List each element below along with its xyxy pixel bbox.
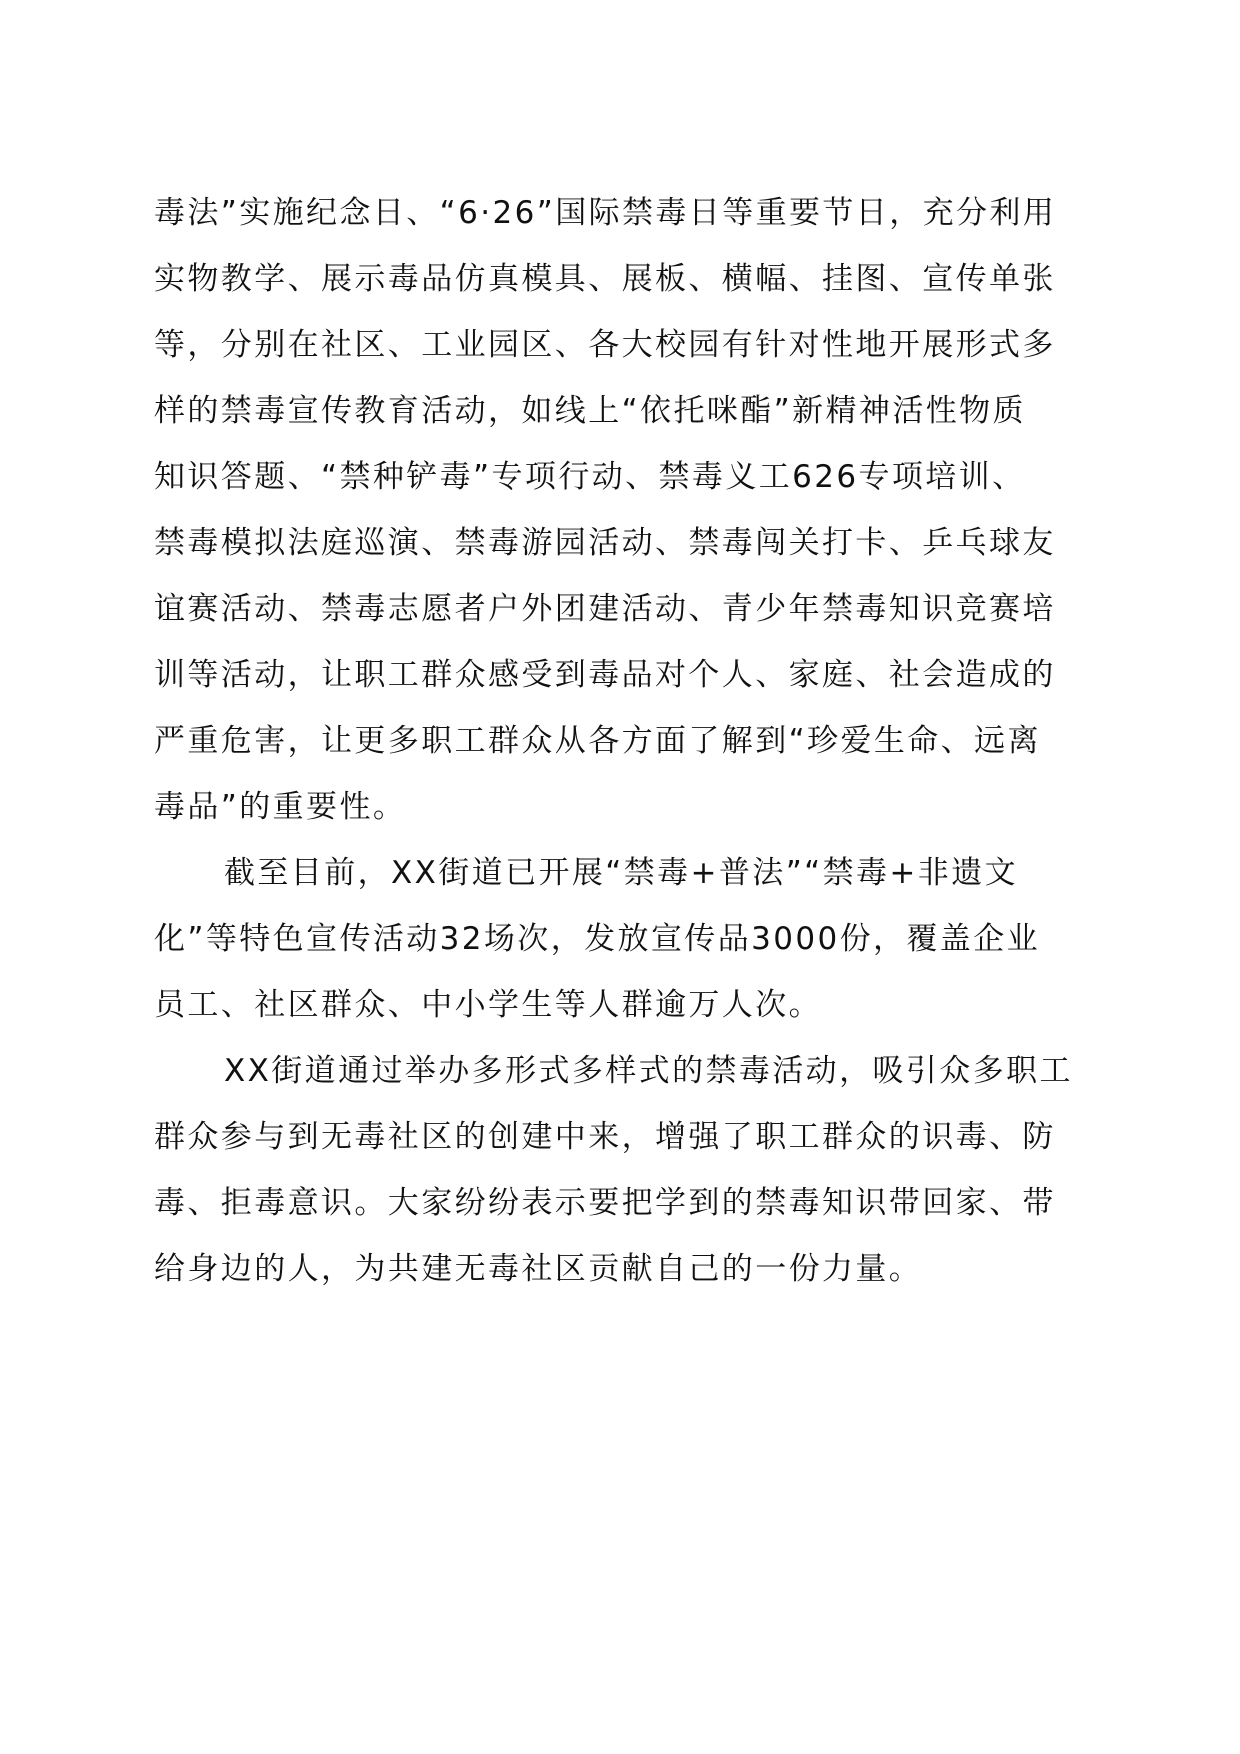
paragraph-2-line-1: 截至目前，XX街道已开展“禁毒+普法”“禁毒+非遗文 bbox=[224, 855, 1019, 891]
paragraph-1-line-6: 禁毒模拟法庭巡演、禁毒游园活动、禁毒闯关打卡、乒乓球友 bbox=[154, 525, 1056, 561]
paragraph-3-line-1: XX街道通过举办多形式多样式的禁毒活动，吸引众多职工 bbox=[224, 1053, 1073, 1089]
paragraph-3-line-2: 群众参与到无毒社区的创建中来，增强了职工群众的识毒、防 bbox=[154, 1119, 1056, 1155]
paragraph-3-line-3: 毒、拒毒意识。大家纷纷表示要把学到的禁毒知识带回家、带 bbox=[154, 1185, 1056, 1221]
paragraph-1-line-4: 样的禁毒宣传教育活动，如线上“依托咪酯”新精神活性物质 bbox=[154, 393, 1026, 429]
paragraph-1-line-9: 严重危害，让更多职工群众从各方面了解到“珍爱生命、远离 bbox=[154, 723, 1041, 759]
paragraph-3-line-4: 给身边的人，为共建无毒社区贡献自己的一份力量。 bbox=[154, 1251, 923, 1287]
paragraph-1-line-3: 等，分别在社区、工业园区、各大校园有针对性地开展形式多 bbox=[154, 327, 1056, 363]
paragraph-1-line-5: 知识答题、“禁种铲毒”专项行动、禁毒义工626专项培训、 bbox=[154, 459, 1026, 495]
paragraph-2-line-3: 员工、社区群众、中小学生等人群逾万人次。 bbox=[154, 987, 822, 1023]
paragraph-1-line-1: 毒法”实施纪念日、“6·26”国际禁毒日等重要节日，充分利用 bbox=[154, 195, 1057, 231]
paragraph-1-line-7: 谊赛活动、禁毒志愿者户外团建活动、青少年禁毒知识竞赛培 bbox=[154, 591, 1056, 627]
paragraph-1-line-8: 训等活动，让职工群众感受到毒品对个人、家庭、社会造成的 bbox=[154, 657, 1056, 693]
paragraph-2-line-2: 化”等特色宣传活动32场次，发放宣传品3000份，覆盖企业 bbox=[154, 921, 1040, 957]
paragraph-1-line-10: 毒品”的重要性。 bbox=[154, 789, 407, 825]
paragraph-1-line-2: 实物教学、展示毒品仿真模具、展板、横幅、挂图、宣传单张 bbox=[154, 261, 1056, 297]
